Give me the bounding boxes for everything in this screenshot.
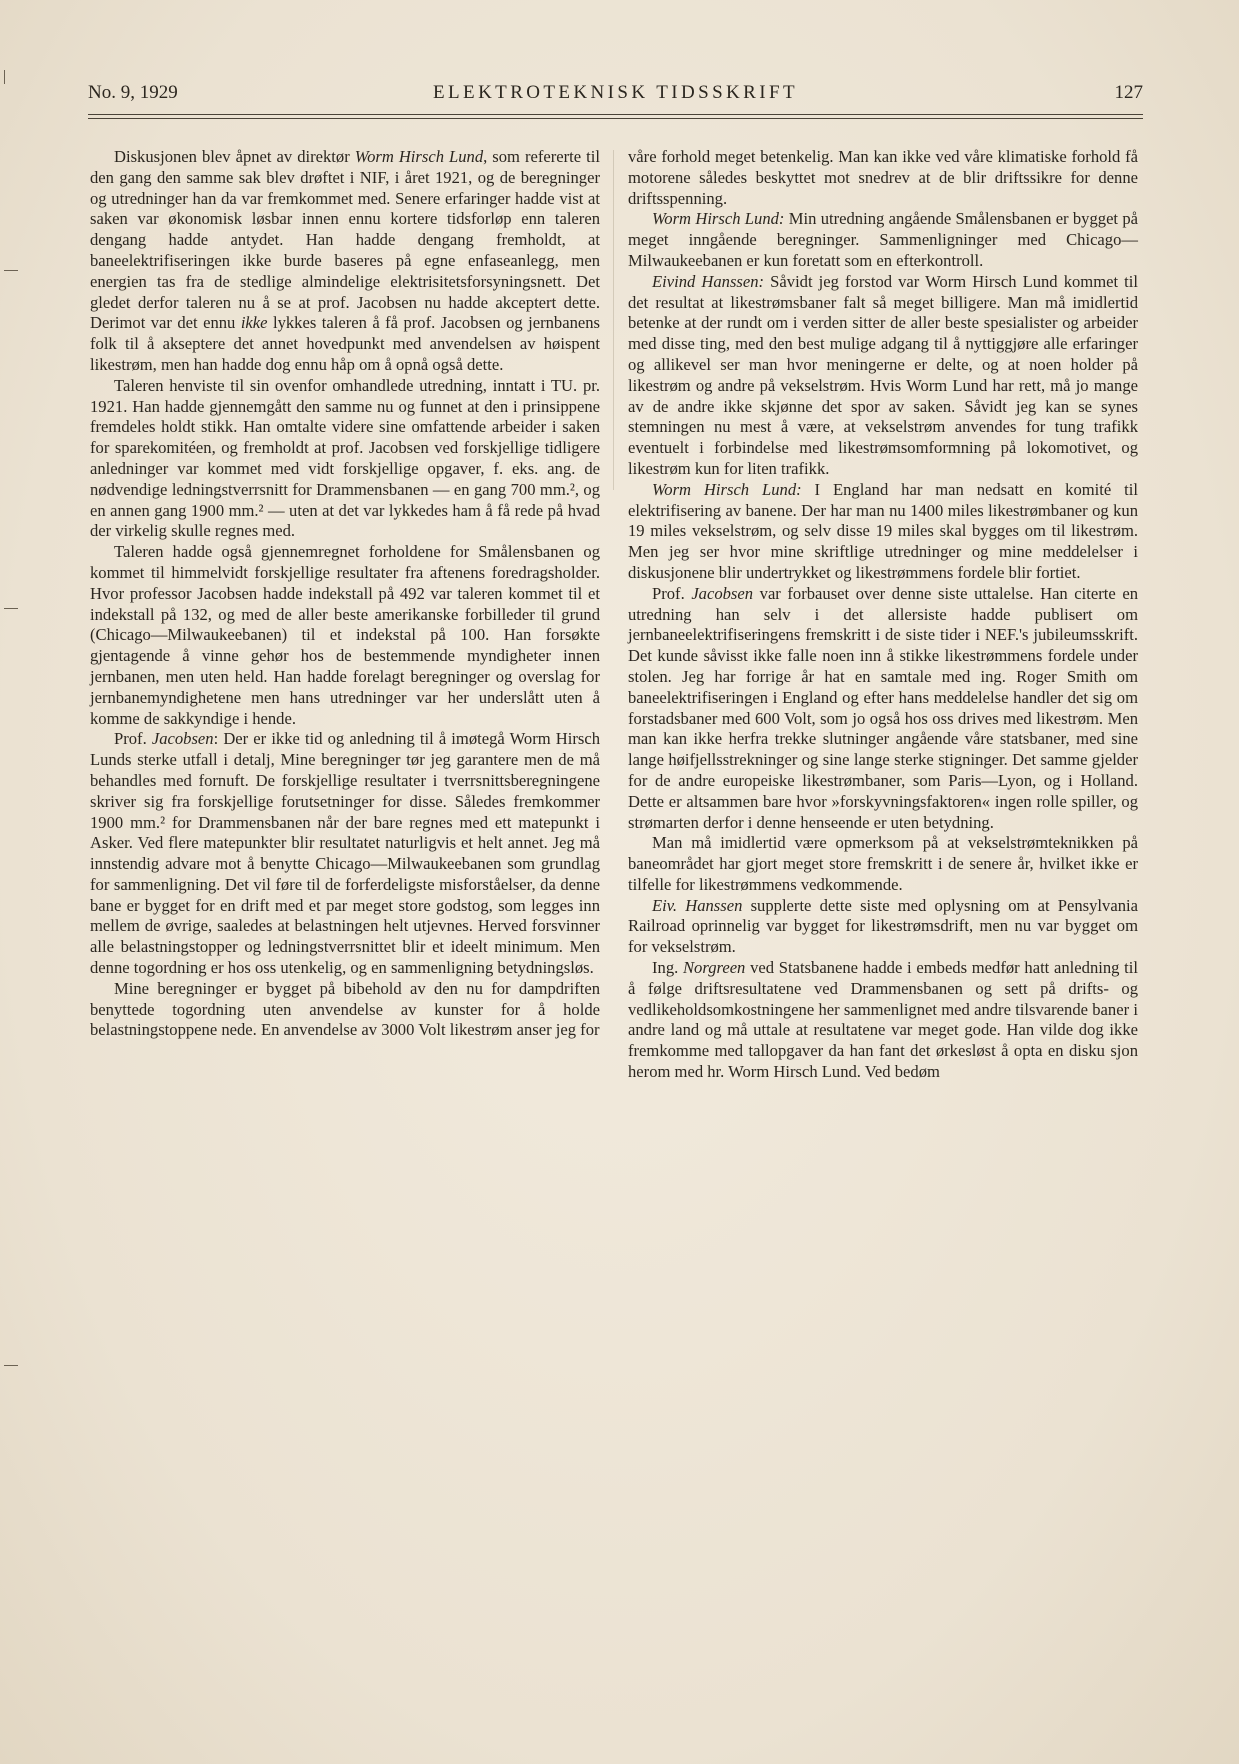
paragraph: våre forhold meget betenkelig. Man kan ikke ved våre klimatiske forhold få motorene således beskyttet mot snedrev at de blir driftssikre for denne driftsspenning. [628, 147, 1138, 208]
header-rule-bottom [88, 118, 1143, 119]
paragraph: Diskusjonen blev åpnet av direktør Worm Hirsch Lund, som refererte til den gang den samme sak blev drøftet i NIF, i året 1921, og de beregninger og utredninger han da var fremkommet med. Senere erfaringer hadde vist at saken var økonomisk løsbar innen ennu kortere tidsforløp enn taleren dengang hadde antydet. Han hadde dengang fremholdt, at baneelektrifiseringen ikke burde baseres på egne enfaseanlegg, men energien tas fra de stedlige almindelige elektrisitetsforsyningsnett. Det gledet derfor taleren nu å se at prof. Jacobsen nu hadde akceptert dette. Derimot var det ennu ikke lykkes taleren å få prof. Jacobsen og jernbanens folk til å akseptere det annet hovedpunkt med anvendelsen av høispent likestrøm, men han hadde dog ennu håp om å opnå også dette. [90, 147, 601, 374]
paragraph: Prof. Jacobsen var forbauset over denne siste uttalelse. Han citerte en utredning han selv i det allersiste hadde publisert om jernbaneelektrifiseringens fremskritt i de siste tider i NEF.'s jubileumsskrift. Det kunde såvisst ikke falle noen inn å stikke likestrømmens fordele under stolen. Jeg har forrige år hat en samtale med ing. Roger Smith om baneelektrifiseringen i England og efter hans meddelelse handler det sig om forstadsbaner med 600 Volt, som jo også hos oss drives med likestrøm. Men man kan ikke herfra trekke slutninger angående våre statsbaner, med sine lange høifjellsstrekninger og sine lange sterke stigninger. Det samme gjelder for de andre europeiske likestrømbaner, som Paris—Lyon, og i Holland. Dette er altsammen bare hvor »forskyvningsfaktoren« ingen rolle spiller, og strømarten derfor i denne henseende er uten betydning. [628, 583, 1138, 832]
paragraph: Man må imidlertid være opmerksom på at vekselstrømteknikken på baneområdet har gjort meget store fremskritt i de senere år, hvilket ikke er tilfelle for likestrømmens vedkommende. [628, 833, 1138, 894]
issue-number: No. 9, 1929 [88, 82, 178, 103]
speaker-name: Eivind Hanssen: [652, 271, 765, 291]
paragraph: Ing. Norgreen ved Statsbanene hadde i embeds medfør hatt anledning til å følge driftsresultatene ved Drammensbanen og sett på drifts- og vedlikeholdsomkostningene her sammenlignet med andre tilsvarende baner i andre land og må uttale at resultatene var meget gode. Han vilde dog ikke fremkomme med tallopgaver da han fant det ørkesløst å opta en disku sjon herom med hr. Worm Hirsch Lund. Ved bedøm [628, 958, 1138, 1082]
speaker-name: Worm Hirsch Lund: [652, 479, 802, 499]
margin-mark [4, 608, 18, 609]
right-column [628, 147, 1138, 1732]
speaker-name: Jacobsen [691, 583, 754, 603]
speaker-name: Eiv. Hanssen [652, 895, 743, 915]
paragraph: Mine beregninger er bygget på bibehold av den nu for dampdriften benyttede togordning uten anvendelse av kunster for å holde belastningstoppene nede. En anvendelse av 3000 Volt likestrøm anser jeg for [90, 978, 600, 1040]
paragraph: Eiv. Hanssen supplerte dette siste med oplysning om at Pensylvania Railroad oprinnelig var bygget for likestrømsdrift, men nu var bygget om for vekselstrøm. [628, 895, 1138, 957]
paragraph: Taleren hadde også gjennemregnet forholdene for Smålensbanen og kommet til himmelvidt forskjellige resultater fra aftenens foredragsholder. Hvor professor Jacobsen hadde indekstall på 492 var taleren kommet til et indekstall på 132, og med de aller beste amerikanske forbilleder til grund (Chicago—Milwaukeebanen) til et indekstal på 100. Han forsøkte gjentagende å vinne gehør hos de bestemmende myndigheter innen jernbanen, men uten held. Han hadde forelagt beregninger og overslag for jernbanemyndighetene men hans utredninger var her underslått uten å komme de sakkyndige i hende. [90, 542, 600, 728]
speaker-name: Worm Hirsch Lund [354, 147, 484, 166]
left-column [90, 147, 600, 1732]
speaker-name: Worm Hirsch Lund: [652, 209, 785, 229]
speaker-name: Jacobsen [151, 729, 214, 749]
header-rule-top [88, 114, 1143, 115]
paragraph: Worm Hirsch Lund: Min utredning angående Smålensbanen er bygget på meget inngående beregninger. Sammenligninger med Chicago—Milwaukeebanen er kun foretatt som en efterkontroll. [628, 209, 1138, 270]
speaker-name: Norgreen [682, 958, 746, 978]
margin-mark [4, 1365, 18, 1366]
paragraph: Taleren henviste til sin ovenfor omhandlede utredning, inntatt i TU. pr. 1921. Han hadde gjennemgått den samme nu og funnet at den i prinsippene fremdeles holdt stikk. Han omtalte videre sine omfattende arbeider i saken for sparekomitéen, og fremholdt at prof. Jacobsen ved forskjellige tidligere anledninger var kommet med vidt forskjellige opgaver, f. eks. ang. de nødvendige ledningstverrsnitt for Drammensbanen — en gang 700 mm.², og en annen gang 1900 mm.² — uten at det var lykkedes ham å få rede på hvad der virkelig skulle regnes med. [90, 375, 600, 541]
margin-mark [4, 270, 18, 271]
emphasis: ikke [240, 313, 268, 333]
margin-mark [4, 70, 5, 84]
paragraph: Prof. Jacobsen: Der er ikke tid og anledning til å imøtegå Worm Hirsch Lunds sterke utfall i detalj, Mine beregninger tør jeg garantere men de må behandles med fornuft. De forskjellige resultater i tverrsnittsberegningene skriver sig fra forskjellige forutsetninger for disse. Således fremkommer 1900 mm.² for Drammensbanen når der bare regnes med ett matepunkt i Asker. Ved flere matepunkter blir resultatet naturligvis et helt annet. Jeg må innstendig advare mot å benytte Chicago—Milwaukeebanen som grundlag for sammenligning. Det vil føre til de forferdeligste misforståelser, da denne bane er bygget for en drift med et par meget store godstog, som legges inn mellem de øvrige, saaledes at belastningen helt utjevnes. Herved forsvinner alle belastningstopper og ledningstverrsnittet blir et ideelt minimum. Men denne togordning er hos oss utenkelig, og en sammenligning betydningsløs. [90, 729, 600, 978]
paragraph: Worm Hirsch Lund: I England har man nedsatt en komité til elektrifisering av banene. Der har man nu 1400 miles likestrømbaner og kun 19 miles vekselstrøm, og selv disse 19 miles skal bygges om til likestrøm. Men jeg ser hvor mine skriftlige utredninger og mine meddelelser i diskusjonene blir undertrykket og likestrømmens fordele blir fortiet. [628, 479, 1138, 582]
journal-title: ELEKTROTEKNISK TIDSSKRIFT [433, 82, 798, 103]
column-gutter-line [613, 150, 614, 490]
paragraph: Eivind Hanssen: Såvidt jeg forstod var Worm Hirsch Lund kommet til det resultat at likestrømsbaner falt så meget billigere. Man må imidlertid betenke at der rundt om i verden sitter de aller beste spesialister og arbeider med disse ting, med den best mulige adgang til å nyttiggjøre alle erfaringer og allikevel ser man hvor meningerne er delte, og at noen holder på likestrøm og andre på vekselstrøm. Hvis Worm Lund har rett, må jo mange av de andre ikke skjønne det spor av saken. Såvidt jeg kan se synes stemningen nu mest å være, at vekselstrøm anvendes for tung trafikk eventuelt i forbindelse med likestrømsomformning på lokomotivet, og likestrøm kun for liten trafikk. [628, 271, 1138, 478]
page-number: 127 [1114, 82, 1143, 103]
running-header [88, 82, 1143, 108]
